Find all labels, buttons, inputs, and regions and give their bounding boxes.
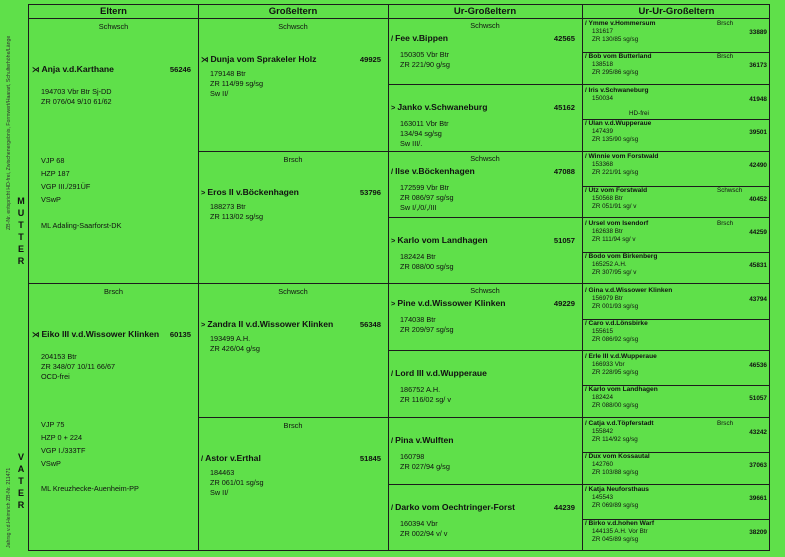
urur-6-name: Utz vom Forstwald <box>588 187 648 194</box>
urur-9-l1: 156979 Btr <box>592 295 623 302</box>
urur-9-mark-icon: / <box>585 287 589 294</box>
urur-5-l2: ZR 221/91 sg/sg <box>592 169 639 176</box>
mother-name: Anja v.d.Karthane <box>41 64 114 74</box>
gross-4-l1: 184463 <box>210 468 235 477</box>
urur-8-l2: ZR 307/95 sg/ v <box>592 269 637 276</box>
urur-1-number: 33889 <box>749 29 767 36</box>
urur-10-l1: 155615 <box>592 328 614 335</box>
mother-ml: ML Adaling-Saarforst-DK <box>41 221 122 230</box>
ur-5-l2: ZR 209/97 sg/sg <box>400 325 454 334</box>
ur-2[interactable] <box>388 85 582 151</box>
gross-3-color: Schwsch <box>278 287 308 296</box>
gross-2-mark-icon: > <box>201 188 206 197</box>
urur-1-color: Brsch <box>717 20 734 27</box>
urur-5[interactable] <box>582 152 771 185</box>
mother-vjp: VJP 68 <box>41 156 65 165</box>
urur-12-l1: 182424 <box>592 394 614 401</box>
gross-1-l1: 179148 Btr <box>210 69 246 78</box>
ur-6-l1: 186752 A.H. <box>400 385 441 394</box>
ur-7-name: Pina v.Wulften <box>395 435 454 445</box>
ur-1-l2: ZR 221/90 g/sg <box>400 60 450 69</box>
ur-3-l1: 172599 Vbr Btr <box>400 183 450 192</box>
ur-5[interactable] <box>388 284 582 350</box>
urur-16[interactable] <box>582 519 771 552</box>
gross-4-number: 51845 <box>359 454 381 463</box>
ur-1-l1: 150305 Vbr Btr <box>400 50 450 59</box>
urur-12-number: 51057 <box>749 395 767 402</box>
father-vgp: VGP I./333TF <box>41 446 86 455</box>
ur-8-name: Darko vom Oechtringer-Forst <box>395 502 515 512</box>
urur-12-l2: ZR 088/00 sg/sg <box>592 402 639 409</box>
urur-1-l1: 131617 <box>592 28 614 35</box>
gross-3-number: 56348 <box>359 320 381 329</box>
mother-line-1: 194703 Vbr Btr Sj-DD <box>41 87 112 96</box>
urur-9[interactable] <box>582 286 771 319</box>
urur-10-l2: ZR 086/92 sg/sg <box>592 336 639 343</box>
father-cell[interactable] <box>29 284 198 551</box>
ur-4-number: 51057 <box>553 236 575 245</box>
ur-1-color: Schwsch <box>470 21 500 30</box>
ur-6[interactable] <box>388 351 582 417</box>
ur-2-l1: 163011 Vbr Btr <box>400 119 449 128</box>
mother-color: Schwsch <box>98 22 129 31</box>
urur-12-name: Karlo vom Landhagen <box>588 386 658 393</box>
urur-8[interactable] <box>582 252 771 285</box>
left-vertical-note-top: ZB-Nr. entspricht HD-frei, Zwischenergebnis, Formwert/Haarart, Schulterhöhe/Länge <box>6 35 12 230</box>
female-mark-icon: ⋊ <box>32 65 40 74</box>
gross-1-color: Schwsch <box>278 22 308 31</box>
urur-15-l1: 145543 <box>592 494 614 501</box>
urur-11[interactable] <box>582 352 771 385</box>
ur-7[interactable] <box>388 418 582 484</box>
urur-3-mark-icon: / <box>585 87 589 94</box>
ur-5-color: Schwsch <box>470 286 500 295</box>
urur-2-color: Brsch <box>717 53 734 60</box>
urur-1-mark-icon: / <box>585 20 589 27</box>
urur-4-l1: 147439 <box>592 128 614 135</box>
urur-1-name: Ymme v.Hommersum <box>588 20 656 27</box>
gross-3-l1: 193499 A.H. <box>210 334 251 343</box>
urur-13-color: Brsch <box>717 420 734 427</box>
gross-2-color: Brsch <box>283 155 303 164</box>
urur-16-number: 38209 <box>749 529 767 536</box>
urur-2-mark-icon: / <box>585 53 589 60</box>
urur-6-number: 40452 <box>749 196 767 203</box>
mother-vswp: VSwP <box>41 195 61 204</box>
ur-8-mark-icon: / <box>391 503 394 512</box>
gross-4-l2: ZR 061/01 sg/sg <box>210 478 264 487</box>
mother-vgp: VGP III./291ÜF <box>41 182 91 191</box>
header-grosseltern: Großeltern <box>268 6 318 17</box>
ur-4-l1: 182424 Btr <box>400 252 436 261</box>
gross-1-mark-icon: ⋊ <box>201 55 209 64</box>
father-vjp: VJP 75 <box>41 420 65 429</box>
ur-8-number: 44239 <box>553 503 575 512</box>
ur-3[interactable] <box>388 152 582 218</box>
gross-2-l2: ZR 113/02 sg/sg <box>210 212 263 221</box>
ur-3-mark-icon: / <box>391 167 394 176</box>
father-line-2: ZR 348/07 10/11 66/67 <box>41 362 116 371</box>
urur-3[interactable] <box>582 86 771 119</box>
ur-2-number: 45162 <box>553 103 575 112</box>
urur-1-l2: ZR 130/85 sg/sg <box>592 36 639 43</box>
father-number: 60135 <box>169 330 191 339</box>
urur-16-l2: ZR 045/89 sg/sg <box>592 536 639 543</box>
gross-2-l1: 188273 Btr <box>210 202 246 211</box>
urur-7-l1: 162638 Btr <box>592 228 623 235</box>
urur-6-l2: ZR 051/91 sg/ v <box>592 203 637 210</box>
urur-8-name: Bodo vom Birkenberg <box>588 253 658 260</box>
urur-5-l1: 153368 <box>592 161 614 168</box>
ur-3-name: Ilse v.Böckenhagen <box>395 166 475 176</box>
father-ml: ML Kreuzhecke-Auenheim-PP <box>41 484 139 493</box>
mother-line-2: ZR 076/04 9/10 61/62 <box>41 97 112 106</box>
urur-6-l1: 150568 Btr <box>592 195 623 202</box>
urur-8-l1: 165252 A.H. <box>592 261 627 268</box>
urur-14-mark-icon: / <box>585 453 589 460</box>
gross-1-name: Dunja vom Sprakeler Holz <box>210 54 317 64</box>
urur-8-number: 45831 <box>749 262 767 269</box>
ur-1-mark-icon: / <box>391 34 394 43</box>
header-ur-ur-grosseltern: Ur-Ur-Großeltern <box>638 6 715 17</box>
ur-3-l3: Sw I/,/0/,/III <box>400 203 437 212</box>
pedigree-grid <box>28 4 770 551</box>
urur-9-l2: ZR 001/93 sg/sg <box>592 303 639 310</box>
gross-2-number: 53796 <box>359 188 381 197</box>
urur-7-name: Ursel vom Isendorf <box>588 220 649 227</box>
urur-11-name: Erle III v.d.Wupperaue <box>588 353 657 360</box>
urur-3-name: Iris v.Schwaneburg <box>588 87 649 94</box>
urur-11-mark-icon: / <box>585 353 589 360</box>
urur-6-color: Schwsch <box>717 187 743 194</box>
ur-1-number: 42565 <box>553 34 575 43</box>
urur-10-mark-icon: / <box>585 320 589 327</box>
urur-2-name: Bob vom Butterland <box>588 53 652 60</box>
urur-1[interactable] <box>582 19 771 52</box>
urur-13-number: 43242 <box>749 429 767 436</box>
urur-7-color: Brsch <box>717 220 734 227</box>
ur-6-l2: ZR 116/02 sg/ v <box>400 395 451 404</box>
urur-6-mark-icon: / <box>585 187 589 194</box>
gross-4-mark-icon: / <box>201 454 204 463</box>
male-mark-icon: ⋊ <box>32 330 40 339</box>
ur-3-l2: ZR 086/97 sg/sg <box>400 193 454 202</box>
urur-10-name: Caro v.d.Lönsbirke <box>588 320 648 327</box>
urur-4-number: 39501 <box>749 129 767 136</box>
gross-4[interactable] <box>198 418 388 551</box>
gross-3-l2: ZR 426/04 g/sg <box>210 344 260 353</box>
urur-7-mark-icon: / <box>585 220 589 227</box>
urur-15-name: Katja Neuforsthaus <box>588 486 649 493</box>
ur-2-l3: Sw III/. <box>400 139 423 148</box>
gross-3-name: Zandra II v.d.Wissower Klinken <box>207 319 334 329</box>
ur-4-l2: ZR 088/00 sg/sg <box>400 262 454 271</box>
father-hzp: HZP 0 + 224 <box>41 433 83 442</box>
urur-12-mark-icon: / <box>585 386 589 393</box>
father-side-label: VATER <box>16 452 26 512</box>
urur-11-number: 46536 <box>749 362 767 369</box>
ur-7-l2: ZR 027/94 g/sg <box>400 462 450 471</box>
ur-6-name: Lord III v.d.Wupperaue <box>395 368 487 378</box>
ur-2-mark-icon: > <box>391 103 396 112</box>
mother-number: 56246 <box>169 65 191 74</box>
urur-2[interactable] <box>582 52 771 85</box>
urur-12[interactable] <box>582 385 771 418</box>
urur-13[interactable] <box>582 419 771 452</box>
urur-15-mark-icon: / <box>585 486 589 493</box>
urur-15-l2: ZR 069/89 sg/sg <box>592 502 639 509</box>
gross-4-color: Brsch <box>283 421 303 430</box>
urur-7-number: 44259 <box>749 229 767 236</box>
urur-16-name: Birko v.d.hohen Warf <box>588 520 655 527</box>
father-color: Brsch <box>104 287 123 296</box>
mother-side-label: MUTTER <box>16 196 26 268</box>
ur-4-mark-icon: > <box>391 236 396 245</box>
father-vswp: VSwP <box>41 459 61 468</box>
ur-1-name: Fee v.Bippen <box>395 33 448 43</box>
urur-5-mark-icon: / <box>585 153 589 160</box>
father-name: Eiko III v.d.Wissower Klinken <box>41 329 160 339</box>
gross-4-l3: Sw II/ <box>210 488 229 497</box>
ur-5-name: Pine v.d.Wissower Klinken <box>397 298 506 308</box>
ur-2-name: Janko v.Schwaneburg <box>397 102 488 112</box>
urur-4-name: Ulan v.d.Wupperaue <box>588 120 652 127</box>
urur-10[interactable] <box>582 319 771 352</box>
urur-13-l1: 155842 <box>592 428 614 435</box>
urur-4[interactable] <box>582 119 771 152</box>
ur-7-mark-icon: / <box>391 436 394 445</box>
ur-5-number: 49229 <box>553 299 575 308</box>
urur-3-l1: 150034 <box>592 95 614 102</box>
header-eltern: Eltern <box>100 6 127 17</box>
ur-3-color: Schwsch <box>470 154 500 163</box>
ur-8-l2: ZR 002/94 v/ v <box>400 529 448 538</box>
ur-8[interactable] <box>388 485 582 551</box>
mother-hzp: HZP 187 <box>41 169 70 178</box>
urur-7[interactable] <box>582 219 771 252</box>
urur-15[interactable] <box>582 485 771 518</box>
urur-4-mark-icon: / <box>585 120 589 127</box>
urur-3-number: 41948 <box>749 96 767 103</box>
urur-4-note: HD-frei <box>629 110 649 117</box>
urur-11-l1: 166933 Vbr <box>592 361 625 368</box>
father-line-1: 204153 Btr <box>41 352 77 361</box>
header-ur-grosseltern: Ur-Großeltern <box>453 6 517 17</box>
urur-14-l2: ZR 103/88 sg/sg <box>592 469 639 476</box>
gross-3-mark-icon: > <box>201 320 206 329</box>
urur-7-l2: ZR 111/94 sg/ v <box>592 236 636 243</box>
urur-13-name: Catja v.d.Töpferstadt <box>588 420 654 427</box>
urur-14-l1: 142760 <box>592 461 614 468</box>
ur-5-l1: 174038 Btr <box>400 315 436 324</box>
ur-7-l1: 160798 <box>400 452 425 461</box>
ur-5-mark-icon: > <box>391 299 396 308</box>
urur-16-l1: 144135 A.H. Vor Btr <box>592 528 648 535</box>
urur-2-number: 36173 <box>749 62 767 69</box>
gross-2[interactable] <box>198 152 388 284</box>
urur-14-number: 37063 <box>749 462 767 469</box>
urur-5-number: 42490 <box>749 162 767 169</box>
left-vertical-note-bottom: Jahrsg v.d.Heimrich ZB-Nr. 211471 <box>6 467 12 548</box>
urur-8-mark-icon: / <box>585 253 589 260</box>
gross-1-l2: ZR 114/99 sg/sg <box>210 79 263 88</box>
urur-2-l2: ZR 295/86 sg/sg <box>592 69 639 76</box>
gross-3[interactable] <box>198 284 388 417</box>
gross-1[interactable] <box>198 19 388 151</box>
urur-6[interactable] <box>582 186 771 219</box>
urur-2-l1: 138518 <box>592 61 614 68</box>
urur-14-name: Dux vom Kossautal <box>588 453 650 460</box>
urur-15-number: 39661 <box>749 495 767 502</box>
urur-5-name: Winnie vom Forstwald <box>588 153 659 160</box>
ur-6-mark-icon: / <box>391 369 394 378</box>
urur-4-l2: ZR 135/90 sg/sg <box>592 136 639 143</box>
gross-4-name: Astor v.Erthal <box>205 453 261 463</box>
ur-4[interactable] <box>388 218 582 284</box>
gross-1-number: 49925 <box>359 55 381 64</box>
urur-16-mark-icon: / <box>585 520 589 527</box>
ur-2-l2: 134/94 sg/sg <box>400 129 442 138</box>
urur-9-number: 43794 <box>749 296 767 303</box>
ur-8-l1: 160394 Vbr <box>400 519 438 528</box>
ur-4-name: Karlo vom Landhagen <box>397 235 488 245</box>
urur-13-l2: ZR 114/92 sg/sg <box>592 436 638 443</box>
ur-3-number: 47088 <box>553 167 575 176</box>
gross-1-l3: Sw II/ <box>210 89 229 98</box>
urur-14[interactable] <box>582 452 771 485</box>
urur-11-l2: ZR 228/95 sg/sg <box>592 369 639 376</box>
gross-2-name: Eros II v.Böckenhagen <box>207 187 299 197</box>
ur-1[interactable] <box>388 19 582 85</box>
father-line-3: OCD-frei <box>41 372 70 381</box>
mother-cell[interactable] <box>29 19 198 283</box>
urur-13-mark-icon: / <box>585 420 589 427</box>
urur-9-name: Gina v.d.Wissower Klinken <box>588 287 673 294</box>
